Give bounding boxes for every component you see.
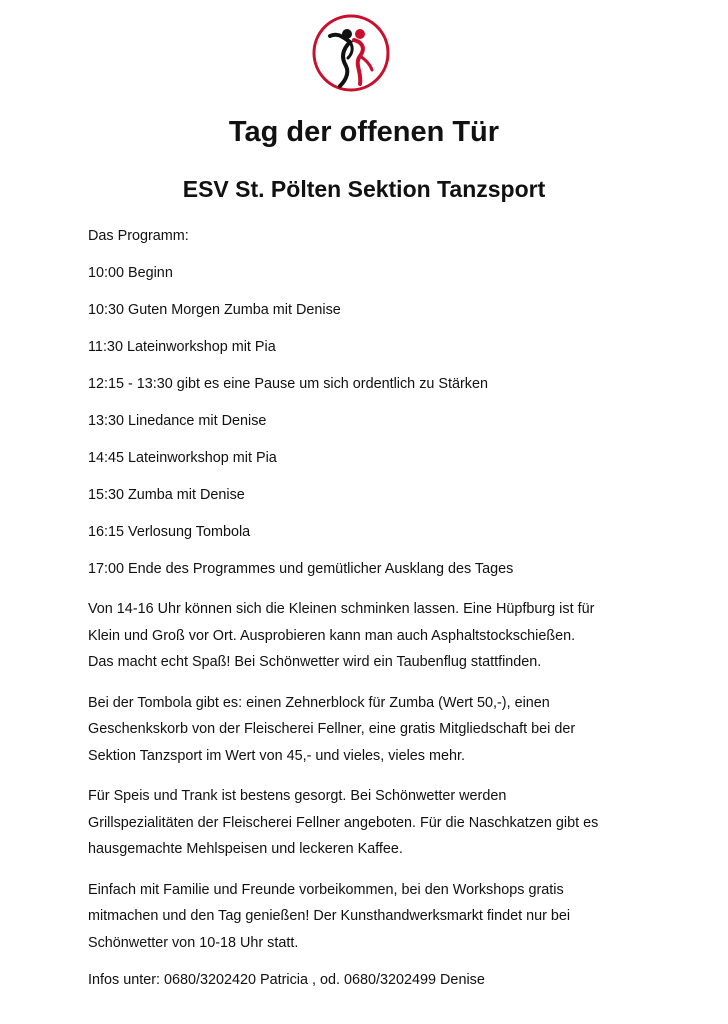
- paragraph-line: mitmachen und den Tag genießen! Der Kunsthandwerksmarkt findet nur bei: [88, 908, 571, 924]
- program-item: 12:15 - 13:30 gibt es eine Pause um sich ordentlich zu Stärken: [88, 376, 488, 392]
- paragraph-line: Sektion Tanzsport im Wert von 45,- und vieles, vieles mehr.: [88, 747, 465, 764]
- program-item: 17:00 Ende des Programmes und gemütlicher Ausklang des Tages: [88, 561, 514, 577]
- paragraph-line: Geschenkskorb von der Fleischerei Fellner, eine gratis Mitgliedschaft bei der: [88, 721, 576, 737]
- program-item: 16:15 Verlosung Tombola: [88, 524, 251, 540]
- paragraph-line: Schönwetter von 10-18 Uhr statt.: [88, 934, 299, 951]
- program-item: 14:45 Lateinworkshop mit Pia: [88, 450, 277, 466]
- dancer-logo-icon: [310, 12, 392, 94]
- paragraph-line: Von 14-16 Uhr können sich die Kleinen schminken lassen. Eine Hüpfburg ist für: [88, 601, 595, 617]
- page-subtitle: ESV St. Pölten Sektion Tanzsport: [182, 176, 546, 202]
- info-paragraph-invitation: [88, 877, 668, 957]
- paragraph-line: Grillspezialitäten der Fleischerei Fellner angeboten. Für die Naschkatzen gibt es: [88, 814, 599, 831]
- paragraph-line: Bei der Tombola gibt es: einen Zehnerblock für Zumba (Wert 50,-), einen: [88, 694, 550, 711]
- page-title: Tag der offenen Tür: [228, 116, 500, 148]
- program-heading: Das Programm:: [88, 228, 189, 244]
- document-body: [88, 226, 668, 1007]
- contact-info: Infos unter: 0680/3202420 Patricia , od. 0680/3202499 Denise: [88, 972, 485, 988]
- paragraph-line: Klein und Groß vor Ort. Ausprobieren kann man auch Asphaltstockschießen.: [88, 627, 576, 644]
- program-item: 11:30 Lateinworkshop mit Pia: [88, 339, 276, 355]
- program-item: 15:30 Zumba mit Denise: [88, 487, 245, 503]
- program-item: 13:30 Linedance mit Denise: [88, 413, 267, 429]
- paragraph-line: Für Speis und Trank ist bestens gesorgt. Bei Schönwetter werden: [88, 788, 507, 804]
- paragraph-line: Einfach mit Familie und Freunde vorbeikommen, bei den Workshops gratis: [88, 881, 564, 898]
- paragraph-line: hausgemachte Mehlspeisen und leckeren Kaffee.: [88, 841, 403, 857]
- info-paragraph-activities: [88, 596, 668, 676]
- info-paragraph-catering: [88, 783, 668, 863]
- paragraph-line: Das macht echt Spaß! Bei Schönwetter wird ein Taubenflug stattfinden.: [88, 654, 542, 670]
- program-item: 10:30 Guten Morgen Zumba mit Denise: [88, 302, 341, 318]
- program-item: 10:00 Beginn: [88, 265, 173, 281]
- info-paragraph-tombola: [88, 690, 668, 770]
